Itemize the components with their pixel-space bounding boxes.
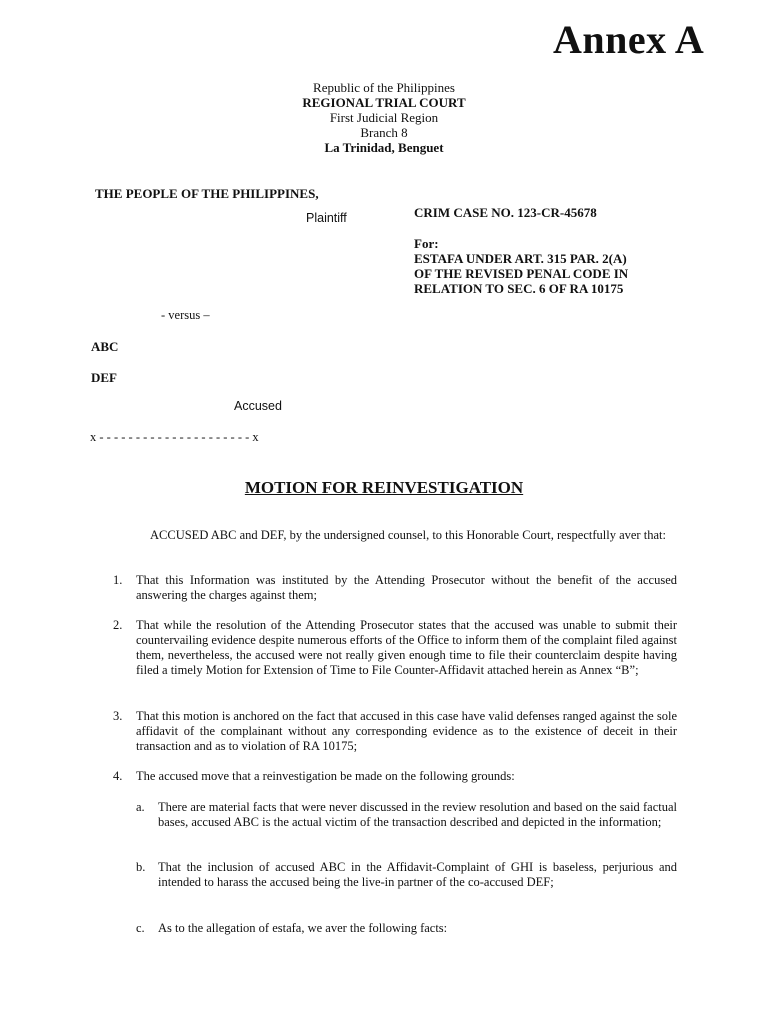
subitem-text: That the inclusion of accused ABC in the Affidavit-Complaint of GHI is baseless, perjurious and intended to harass the accused being the live-in partner of the co-accused DEF; (158, 860, 677, 889)
court-branch: Branch 8 (360, 125, 408, 140)
subitem-letter: a. (136, 800, 145, 814)
item-number: 3. (113, 709, 123, 723)
item-number: 1. (113, 573, 123, 587)
plaintiff-name: THE PEOPLE OF THE PHILIPPINES, (95, 186, 319, 201)
offense-line: ESTAFA UNDER ART. 315 PAR. 2(A) (414, 251, 627, 266)
court-name: REGIONAL TRIAL COURT (302, 95, 466, 110)
republic-line: Republic of the Philippines (313, 80, 455, 95)
item-text: That this motion is anchored on the fact that accused in this case have valid defenses ranged against the sole affidavit of the complainant without any corresponding evidence as to the existence of deceit in their transaction and as to violation of RA 10175; (136, 709, 677, 753)
accused-name: ABC (91, 339, 119, 354)
subitem-text: There are material facts that were never discussed in the review resolution and based on the said factual bases, accused ABC is the actual victim of the transaction described and depicted in the information; (158, 800, 677, 829)
plaintiff-role: Plaintiff (306, 211, 347, 225)
caption-separator: x - - - - - - - - - - - - - - - - - - - - - x (90, 430, 259, 444)
case-number: CRIM CASE NO. 123-CR-45678 (414, 205, 597, 220)
accused-name: DEF (91, 370, 117, 385)
subitem-text: As to the allegation of estafa, we aver the following facts: (158, 921, 448, 935)
versus-label: - versus – (161, 308, 210, 322)
item-text: That this Information was instituted by the Attending Prosecutor without the benefit of the accused answering the charges against them; (136, 573, 677, 602)
court-location: La Trinidad, Benguet (324, 140, 444, 155)
judicial-region: First Judicial Region (329, 110, 439, 125)
item-text: The accused move that a reinvestigation be made on the following grounds: (136, 769, 515, 783)
intro-paragraph: ACCUSED ABC and DEF, by the undersigned counsel, to this Honorable Court, respectfully aver that: (150, 528, 666, 542)
item-number: 4. (113, 769, 123, 783)
for-label: For: (414, 236, 439, 251)
accused-role: Accused (234, 399, 282, 413)
item-text: That while the resolution of the Attending Prosecutor states that the accused was unable to submit their countervailing evidence despite numerous efforts of the Office to inform them of the complaint filed against them, nevertheless, the accused were not really given enough time to file their counterclaim despite having filed a timely Motion for Extension of Time to File Counter-Affidavit attached herein as Annex “B”; (136, 618, 677, 677)
offense-line: OF THE REVISED PENAL CODE IN (414, 266, 629, 281)
item-number: 2. (113, 618, 123, 632)
document-title (0, 478, 768, 498)
subitem-letter: c. (136, 921, 145, 935)
document-title-text: MOTION FOR REINVESTIGATION (244, 478, 524, 497)
annex-label: Annex A (553, 17, 705, 62)
offense-line: RELATION TO SEC. 6 OF RA 10175 (414, 281, 624, 296)
subitem-letter: b. (136, 860, 146, 874)
